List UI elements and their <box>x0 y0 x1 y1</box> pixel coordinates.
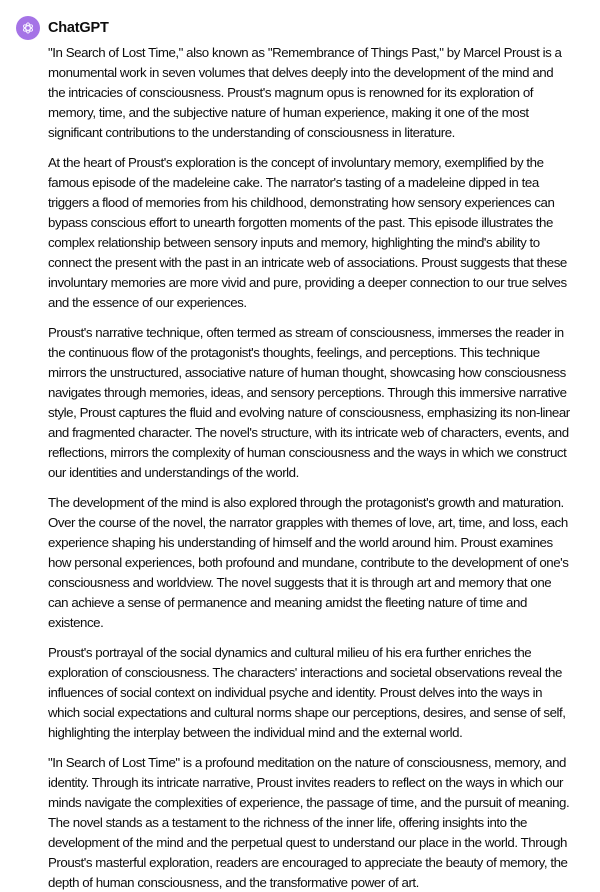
message-paragraph: At the heart of Proust's exploration is the concept of involuntary memory, exemplified by the famous episode of the madeleine cake. The narrator's tasting of a madeleine dipped in tea triggers a flood of memories from his childhood, demonstrating how sensory experiences can bypass conscious effort to unearth forgotten moments of the past. This episode illustrates the complex relationship between sensory inputs and memory, highlighting the mind's ability to connect the present with the past in an intricate web of associations. Proust suggests that these involuntary memories are more vivid and pure, providing a deeper connection to our true selves and the essence of our experiences. <box>48 155 567 310</box>
assistant-name: ChatGPT <box>48 20 109 36</box>
message-paragraph: Proust's narrative technique, often termed as stream of consciousness, immerses the reader in the continuous flow of the protagonist's thoughts, feelings, and perceptions. This technique mirrors the unstructured, associative nature of human thought, showcasing how consciousness navigates through memories, ideas, and sensory perceptions. Through this immersive narrative style, Proust captures the fluid and evolving nature of consciousness, emphasizing its non-linear and fragmented character. The novel's structure, with its intricate web of characters, events, and reflections, mirrors the complexity of human consciousness and the ways in which we construct our identities and understandings of the world. <box>48 325 570 480</box>
message-paragraph: "In Search of Lost Time," also known as "Remembrance of Things Past," by Marcel Proust is a monumental work in seven volumes that delves deeply into the development of the mind and the intricacies of consciousness. Proust's magnum opus is renowned for its exploration of memory, time, and the subjective nature of human experience, making it one of the most significant contributions to the understanding of consciousness in literature. <box>48 45 562 140</box>
message-paragraph: "In Search of Lost Time" is a profound meditation on the nature of consciousness, memory, and identity. Through its intricate narrative, Proust invites readers to reflect on the ways in which our minds navigate the complexities of experience, the passage of time, and the pursuit of meaning. The novel stands as a testament to the richness of the inner life, offering insights into the development of the mind and the perpetual quest to understand our place in the world. Through Proust's masterful exploration, readers are encouraged to appreciate the beauty of memory, the depth of human consciousness, and the transformative power of art. <box>48 755 570 890</box>
message-body <box>48 43 571 892</box>
message-header <box>16 16 571 40</box>
openai-logo-icon <box>20 20 36 36</box>
assistant-avatar <box>16 16 40 40</box>
message-paragraph: Proust's portrayal of the social dynamics and cultural milieu of his era further enriches the exploration of consciousness. The characters' interactions and societal observations reveal the influences of social context on individual psyche and identity. Proust delves into the ways in which social expectations and cultural norms shape our perceptions, desires, and sense of self, highlighting the interplay between the individual mind and the external world. <box>48 645 566 740</box>
message-paragraph: The development of the mind is also explored through the protagonist's growth and maturation. Over the course of the novel, the narrator grapples with themes of love, art, time, and loss, each experience shaping his understanding of himself and the world around him. Proust examines how personal experiences, both profound and mundane, contribute to the development of one's consciousness and worldview. The novel suggests that it is through art and memory that one can achieve a sense of permanence and meaning amidst the fleeting nature of time and existence. <box>48 495 569 630</box>
